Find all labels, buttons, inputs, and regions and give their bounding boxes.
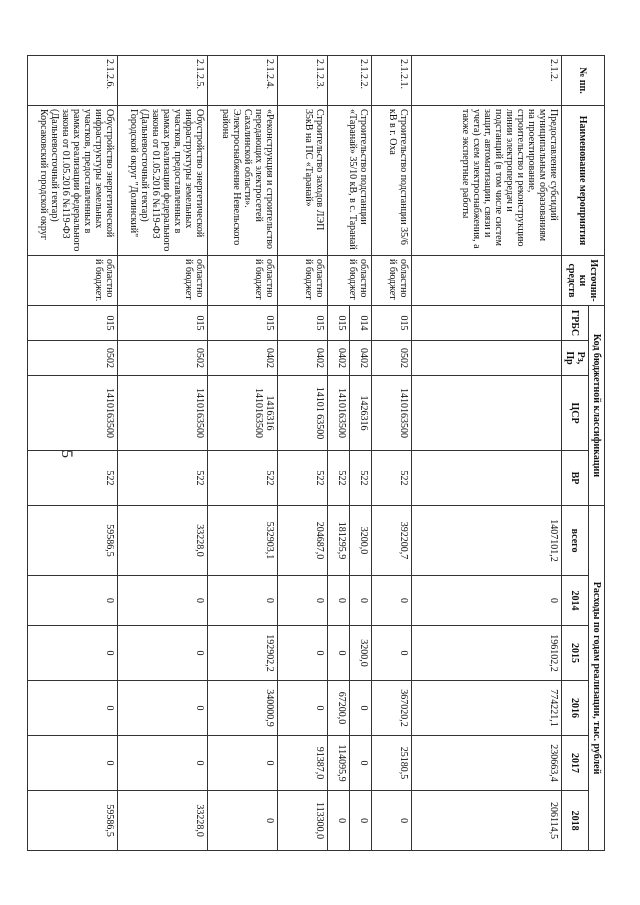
header-no: № пп.: [562, 56, 605, 106]
value-2015: 0: [118, 626, 208, 681]
header-expense-group: Расходы по годам реализации, тыс. рублей: [589, 506, 605, 851]
table-header: [562, 56, 605, 851]
table-row: [208, 56, 278, 851]
header-grbs: ГРБС: [562, 306, 589, 341]
csr-code: 1410163500: [28, 376, 118, 451]
value-2018: 0: [372, 791, 412, 851]
value-2017: 0: [28, 736, 118, 791]
value-2014: 0: [328, 576, 350, 626]
vr-code: 522: [28, 451, 118, 506]
value-2014: 0: [412, 576, 562, 626]
measure-name: Строительство заходов ЛЭП 35кВ на ПС «Таранай»: [278, 106, 328, 256]
measure-name: Обустройство энергетической инфраструктуры земельных участков, предоставленных в рамках реализации федерального закона от 01.05.2016 №119-ФЗ (Дальневосточный гектар) Корсаковский городской округ: [28, 106, 118, 256]
value-2016: 0: [278, 681, 328, 736]
value-2015: 3200,0: [350, 626, 372, 681]
funding-source: областной бюджет: [278, 256, 328, 306]
total-value: 1407101,2: [412, 506, 562, 576]
rzpr-code: 0502: [118, 341, 208, 376]
header-name: Наименование мероприятия: [562, 106, 605, 256]
value-2016: 0: [118, 681, 208, 736]
grbs-code: 015: [372, 306, 412, 341]
total-value: 3200,0: [350, 506, 372, 576]
total-value: 33228,0: [118, 506, 208, 576]
header-total: всего: [562, 506, 589, 576]
value-2016: 367020,2: [372, 681, 412, 736]
page-number: 5: [58, 450, 75, 458]
table-row: [412, 56, 562, 851]
row-number: 2.1.2.: [412, 56, 562, 106]
value-2015: 0: [278, 626, 328, 681]
header-code-group: Код бюджетной классификации: [589, 306, 605, 506]
grbs-code: 015: [28, 306, 118, 341]
value-2015: 192902,2: [208, 626, 278, 681]
value-2017: 0: [118, 736, 208, 791]
total-value: 532903,1: [208, 506, 278, 576]
grbs-code: 015: [118, 306, 208, 341]
funding-source: [412, 256, 562, 306]
grbs-code: 015: [278, 306, 328, 341]
csr-code: 1410163500: [118, 376, 208, 451]
value-2016: 0: [28, 681, 118, 736]
header-source: Источни-ки средств: [562, 256, 605, 306]
rzpr-code: 0402: [350, 341, 372, 376]
header-rzpr: Рз, Пр: [562, 341, 589, 376]
value-2015: 0: [372, 626, 412, 681]
value-2016: 0: [350, 681, 372, 736]
vr-code: 522: [208, 451, 278, 506]
row-number: 2.1.2.1.: [372, 56, 412, 106]
value-2016: 340000,9: [208, 681, 278, 736]
row-number: 2.1.2.3.: [278, 56, 328, 106]
value-2014: 0: [278, 576, 328, 626]
header-2018: 2018: [562, 791, 589, 851]
row-number: 2.1.2.4.: [208, 56, 278, 106]
header-2015: 2015: [562, 626, 589, 681]
csr-code: [412, 376, 562, 451]
vr-code: 522: [328, 451, 350, 506]
grbs-code: 014: [350, 306, 372, 341]
value-2016: 774221,1: [412, 681, 562, 736]
value-2017: 114095,9: [328, 736, 350, 791]
funding-source: областной бюджет: [328, 256, 372, 306]
value-2016: 67200,0: [328, 681, 350, 736]
table-row: [28, 56, 118, 851]
table-body: [28, 56, 562, 851]
row-number: 2.1.2.2.: [328, 56, 372, 106]
rzpr-code: [412, 341, 562, 376]
value-2017: 0: [350, 736, 372, 791]
value-2014: 0: [350, 576, 372, 626]
vr-code: 522: [278, 451, 328, 506]
total-value: 59586,5: [28, 506, 118, 576]
row-number: 2.1.2.6.: [28, 56, 118, 106]
value-2017: 91387,0: [278, 736, 328, 791]
rzpr-code: 0502: [28, 341, 118, 376]
grbs-code: [412, 306, 562, 341]
value-2017: 230663,4: [412, 736, 562, 791]
funding-source: областной бюджет.: [28, 256, 118, 306]
value-2014: 0: [28, 576, 118, 626]
table-row: [118, 56, 208, 851]
value-2018: 59586,5: [28, 791, 118, 851]
value-2018: 0: [350, 791, 372, 851]
rzpr-code: 0502: [372, 341, 412, 376]
value-2018: 206114,5: [412, 791, 562, 851]
value-2015: 0: [328, 626, 350, 681]
value-2015: 196102,2: [412, 626, 562, 681]
measure-name: Строительство подстанции «Таранай» 35/10 кВ, в с. Таранай: [328, 106, 372, 256]
vr-code: [412, 451, 562, 506]
vr-code: 522: [372, 451, 412, 506]
value-2018: 0: [208, 791, 278, 851]
value-2014: 0: [208, 576, 278, 626]
measure-name: Предоставление субсидий муниципальным образованиям на проектирование, строительство и реконструкцию линии электропередач и подстанций (в том числе систем защит, автоматизации, связи и учета) схем электроснабжения, а также экспертные работы: [412, 106, 562, 256]
csr-code: 1426316: [350, 376, 372, 451]
header-2014: 2014: [562, 576, 589, 626]
value-2017: 25180,5: [372, 736, 412, 791]
measure-name: Обустройство энергетической инфраструктуры земельных участков, предоставленных в рамках реализации федерального закона от 01.05.2016 №119-ФЗ (Дальневосточный гектар) Городской округ "Долинский": [118, 106, 208, 256]
total-value: 392200,7: [372, 506, 412, 576]
vr-code: 522: [350, 451, 372, 506]
header-csr: ЦСР: [562, 376, 589, 451]
value-2017: 0: [208, 736, 278, 791]
vr-code: 522: [118, 451, 208, 506]
total-value: 204687,0: [278, 506, 328, 576]
row-number: 2.1.2.5.: [118, 56, 208, 106]
value-2014: 0: [118, 576, 208, 626]
csr-code: 1410163500: [328, 376, 350, 451]
program-table: [27, 55, 605, 851]
funding-source: областной бюджет: [372, 256, 412, 306]
funding-source: областной бюджет: [208, 256, 278, 306]
csr-code: 14101 63500: [278, 376, 328, 451]
value-2018: 33228,0: [118, 791, 208, 851]
grbs-code: 015: [328, 306, 350, 341]
value-2014: 0: [372, 576, 412, 626]
header-vr: ВР: [562, 451, 589, 506]
value-2018: 0: [328, 791, 350, 851]
measure-name: Строительство подстанции 35/6 кВ в г. Оха: [372, 106, 412, 256]
csr-code: 1410163500: [372, 376, 412, 451]
rzpr-code: 0402: [328, 341, 350, 376]
table-row: [278, 56, 328, 851]
csr-code: 1416316 1410163500: [208, 376, 278, 451]
rzpr-code: 0402: [208, 341, 278, 376]
table-row: [372, 56, 412, 851]
header-2017: 2017: [562, 736, 589, 791]
grbs-code: 015: [208, 306, 278, 341]
value-2018: 113300,0: [278, 791, 328, 851]
total-value: 181295,9: [328, 506, 350, 576]
measure-name: «Реконструкция и строительство передающих электросетей Сахалинской области». Электроснабжение Невельского района: [208, 106, 278, 256]
value-2015: 0: [28, 626, 118, 681]
rzpr-code: 0402: [278, 341, 328, 376]
funding-source: областной бюджет: [118, 256, 208, 306]
header-2016: 2016: [562, 681, 589, 736]
table-row: [350, 56, 372, 851]
